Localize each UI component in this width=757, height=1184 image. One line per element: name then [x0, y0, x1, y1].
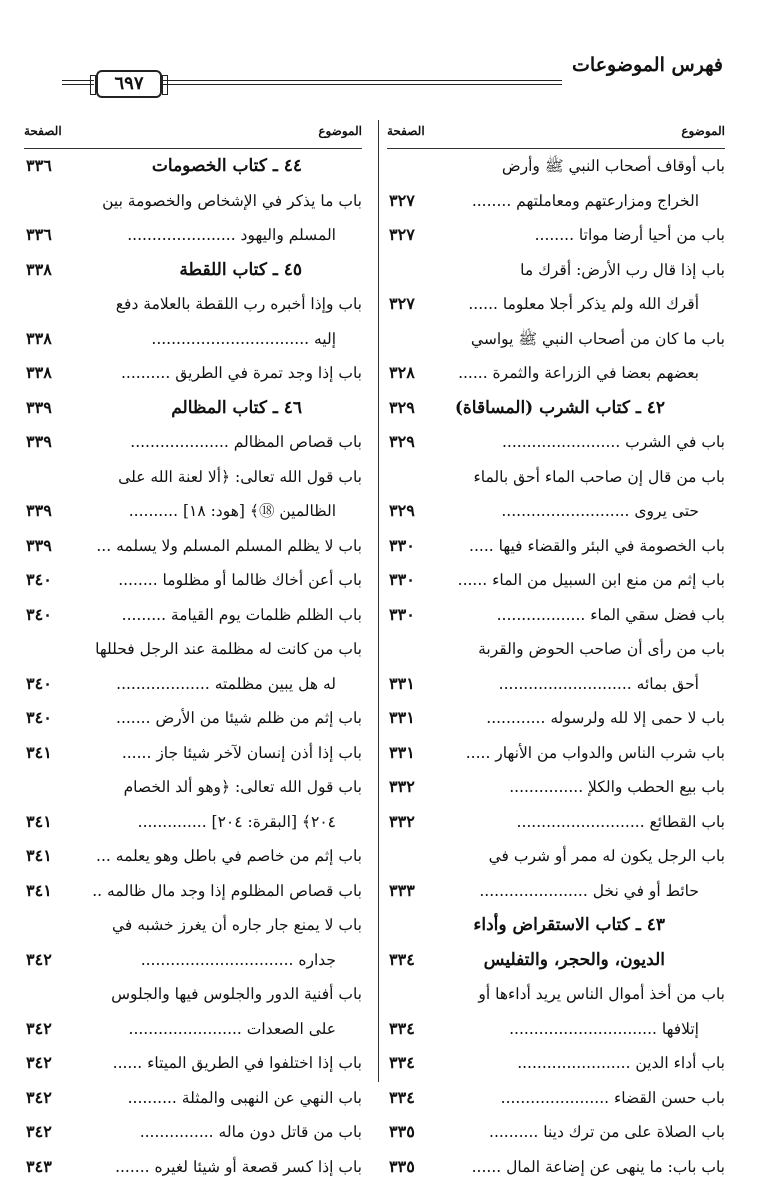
entry-title: الظالمين ⑱﴾ [هود: ١٨] ..........: [129, 494, 336, 529]
entry-page: ٣٤٢: [26, 1012, 52, 1047]
entry-page: ٣٣٥: [389, 1115, 415, 1150]
toc-entry: [24, 632, 362, 667]
page-label: الصفحة: [387, 124, 425, 138]
entry-page: ٣٤٠: [26, 667, 52, 702]
toc-entry: [24, 529, 362, 564]
entry-title: باب لا يمنع جار جاره أن يغرز خشبه في: [112, 908, 362, 943]
entry-title: باب إثم من خاصم في باطل وهو يعلمه ...: [96, 839, 362, 874]
chapter-heading: [24, 391, 362, 426]
entry-title: باب لا يظلم المسلم المسلم ولا يسلمه ...: [96, 529, 362, 564]
topic-label: الموضوع: [318, 124, 362, 138]
entry-title: باب إذا قال رب الأرض: أقرك ما: [520, 253, 725, 288]
toc-rows: [24, 149, 362, 1184]
entry-title: له هل يبين مظلمته ...................: [116, 667, 336, 702]
entry-page: ٣٣٤: [389, 1081, 415, 1116]
toc-entry: [24, 460, 362, 495]
page-label: الصفحة: [24, 124, 62, 138]
toc-entry: [387, 1150, 725, 1184]
entry-title: ٤٦ ـ كتاب المظالم: [171, 391, 302, 426]
entry-page: ٣٣٦: [26, 149, 52, 184]
toc-entry: [24, 701, 362, 736]
toc-entry: [387, 218, 725, 253]
column-divider: [378, 120, 379, 1082]
toc-entry: [24, 356, 362, 391]
entry-page: ٣٤٢: [26, 1046, 52, 1081]
toc-entry: [387, 805, 725, 840]
toc-rows: [387, 149, 725, 1184]
toc-column-left: [24, 118, 362, 1184]
toc-entry: [24, 908, 362, 943]
entry-page: ٣٣٩: [26, 391, 52, 426]
entry-page: ٣٢٧: [389, 184, 415, 219]
entry-title: باب النهي عن النهبى والمثلة ..........: [128, 1081, 362, 1116]
toc-entry: [24, 736, 362, 771]
entry-page: ٣٣١: [389, 736, 415, 771]
entry-page: ٣٣٤: [389, 1046, 415, 1081]
entry-title: ٤٣ ـ كتاب الاستقراض وأداء: [473, 908, 665, 943]
toc-entry: [387, 667, 725, 702]
entry-title: باب إذا وجد تمرة في الطريق ..........: [121, 356, 362, 391]
entry-page: ٣٤١: [26, 805, 52, 840]
entry-page: ٣٣٠: [389, 598, 415, 633]
toc-entry: [24, 1046, 362, 1081]
entry-title: باب أوقاف أصحاب النبي ﷺ وأرض: [502, 149, 725, 184]
toc-entry: [24, 598, 362, 633]
column-header: [387, 118, 725, 149]
entry-title: باب من رأى أن صاحب الحوض والقربة: [478, 632, 725, 667]
toc-entry: [24, 943, 362, 978]
entry-page: ٣٤٢: [26, 1081, 52, 1116]
chapter-heading: [387, 943, 725, 978]
toc-entry: [24, 874, 362, 909]
entry-page: ٣٢٧: [389, 287, 415, 322]
entry-page: ٣٣٠: [389, 529, 415, 564]
toc-entry: [387, 770, 725, 805]
entry-page: ٣٢٩: [389, 494, 415, 529]
entry-page: ٣٤٠: [26, 563, 52, 598]
toc-entry: [24, 184, 362, 219]
entry-page: ٣٣٨: [26, 356, 52, 391]
entry-page: ٣٢٩: [389, 425, 415, 460]
entry-title: باب لا حمى إلا لله ولرسوله ............: [486, 701, 725, 736]
entry-title: باب في الشرب ........................: [502, 425, 725, 460]
toc-entry: [387, 356, 725, 391]
toc-entry: [24, 425, 362, 460]
entry-page: ٣٣٦: [26, 218, 52, 253]
entry-title: باب من قاتل دون ماله ...............: [140, 1115, 362, 1150]
toc-entry: [387, 598, 725, 633]
column-header: [24, 118, 362, 149]
entry-title: باب الخصومة في البئر والقضاء فيها .....: [469, 529, 725, 564]
entry-title: باب من أحيا أرضا مواتا ........: [535, 218, 725, 253]
entry-page: ٣٤٢: [26, 943, 52, 978]
entry-page: ٣٣١: [389, 701, 415, 736]
toc-entry: [387, 977, 725, 1012]
entry-title: باب ما يذكر في الإشخاص والخصومة بين: [102, 184, 362, 219]
toc-entry: [24, 494, 362, 529]
toc-entry: [24, 805, 362, 840]
entry-title: باب الصلاة على من ترك دينا ..........: [489, 1115, 725, 1150]
toc-entry: [387, 1046, 725, 1081]
entry-title: ٤٥ ـ كتاب اللقطة: [179, 253, 302, 288]
entry-page: ٣٣٩: [26, 529, 52, 564]
toc-column-right: [387, 118, 725, 1184]
entry-title: الخراج ومزارعتهم ومعاملتهم ........: [472, 184, 699, 219]
entry-title: ٤٤ ـ كتاب الخصومات: [152, 149, 302, 184]
toc-entry: [24, 218, 362, 253]
toc-entry: [387, 494, 725, 529]
entry-title: باب أداء الدين .......................: [517, 1046, 725, 1081]
entry-page: ٣٣١: [389, 667, 415, 702]
entry-title: أحق بمائه ...........................: [499, 667, 699, 702]
entry-page: ٣٣٤: [389, 1012, 415, 1047]
entry-page: ٣٤٠: [26, 598, 52, 633]
toc-entry: [387, 425, 725, 460]
entry-page: ٣٤٢: [26, 1115, 52, 1150]
toc-entry: [24, 839, 362, 874]
entry-title: على الصعدات .......................: [129, 1012, 336, 1047]
entry-title: باب الرجل يكون له ممر أو شرب في: [489, 839, 725, 874]
toc-entry: [24, 563, 362, 598]
entry-page: ٣٣٥: [389, 1150, 415, 1184]
entry-title: باب أفنية الدور والجلوس فيها والجلوس: [111, 977, 362, 1012]
entry-title: باب وإذا أخبره رب اللقطة بالعلامة دفع: [116, 287, 362, 322]
toc-entry: [387, 563, 725, 598]
entry-title: باب إذا اختلفوا في الطريق الميتاء ......: [113, 1046, 362, 1081]
entry-title: باب القطائع ..........................: [517, 805, 725, 840]
entry-title: ٤٢ ـ كتاب الشرب (المساقاة): [455, 391, 665, 426]
entry-title: باب إثم من ظلم شيئا من الأرض .......: [116, 701, 362, 736]
entry-page: ٣٣٢: [389, 770, 415, 805]
page-header: [0, 0, 757, 118]
toc-entry: [387, 529, 725, 564]
entry-title: باب قصاص المظلوم إذا وجد مال ظالمه ..: [92, 874, 362, 909]
toc-entry: [24, 1012, 362, 1047]
entry-page: ٣٣٨: [26, 253, 52, 288]
entry-title: باب قول الله تعالى: ﴿وهو ألد الخصام: [124, 770, 362, 805]
toc-entry: [387, 253, 725, 288]
entry-title: المسلم واليهود ......................: [127, 218, 336, 253]
entry-title: إتلافها ..............................: [509, 1012, 699, 1047]
chapter-heading: [387, 391, 725, 426]
entry-title: باب شرب الناس والدواب من الأنهار .....: [466, 736, 725, 771]
toc-entry: [387, 874, 725, 909]
entry-page: ٣٣٤: [389, 943, 415, 978]
entry-title: باب من قال إن صاحب الماء أحق بالماء: [473, 460, 725, 495]
entry-title: باب الظلم ظلمات يوم القيامة .........: [122, 598, 362, 633]
toc-entry: [387, 184, 725, 219]
entry-title: حائط أو في نخل ......................: [479, 874, 699, 909]
entry-page: ٣٤٣: [26, 1150, 52, 1184]
entry-title: باب فضل سقي الماء ..................: [497, 598, 725, 633]
entry-page: ٣٣٣: [389, 874, 415, 909]
entry-page: ٣٤٠: [26, 701, 52, 736]
toc-entry: [387, 632, 725, 667]
toc-entry: [24, 1115, 362, 1150]
toc-entry: [387, 839, 725, 874]
entry-title: باب إثم من منع ابن السبيل من الماء ......: [458, 563, 725, 598]
entry-page: ٣٢٩: [389, 391, 415, 426]
entry-page: ٣٣٢: [389, 805, 415, 840]
chapter-heading: [387, 908, 725, 943]
toc-entry: [387, 149, 725, 184]
entry-title: أقرك الله ولم يذكر أجلا معلوما ......: [468, 287, 699, 322]
page-title: فهرس الموضوعات: [572, 54, 723, 76]
toc-entry: [387, 460, 725, 495]
entry-page: ٣٤١: [26, 736, 52, 771]
page-number: ٦٩٧: [96, 70, 162, 98]
entry-title: باب بيع الحطب والكلإ ...............: [509, 770, 725, 805]
entry-title: حتى يروى ..........................: [501, 494, 699, 529]
entry-page: ٣٣٠: [389, 563, 415, 598]
chapter-heading: [24, 253, 362, 288]
toc-entry: [387, 322, 725, 357]
entry-title: الديون، والحجر، والتفليس: [484, 943, 665, 978]
entry-title: باب أعن أخاك ظالما أو مظلوما ........: [118, 563, 362, 598]
entry-title: باب إذا أذن إنسان لآخر شيئا جاز ......: [122, 736, 362, 771]
entry-title: باب من أخذ أموال الناس يريد أداءها أو: [478, 977, 725, 1012]
toc-entry: [24, 667, 362, 702]
toc-entry: [24, 287, 362, 322]
toc-entry: [24, 977, 362, 1012]
toc-entry: [387, 1115, 725, 1150]
entry-title: باب حسن القضاء ......................: [501, 1081, 725, 1116]
entry-page: ٣٤١: [26, 874, 52, 909]
chapter-heading: [24, 149, 362, 184]
toc-entry: [387, 287, 725, 322]
toc-entry: [24, 1150, 362, 1184]
header-rule: [160, 80, 562, 85]
topic-label: الموضوع: [681, 124, 725, 138]
entry-title: باب قول الله تعالى: ﴿ألا لعنة الله على: [118, 460, 362, 495]
entry-title: بعضهم بعضا في الزراعة والثمرة ......: [458, 356, 699, 391]
toc-entry: [387, 701, 725, 736]
entry-page: ٣٣٩: [26, 425, 52, 460]
entry-title: باب إذا كسر قصعة أو شيئا لغيره .......: [115, 1150, 362, 1184]
entry-title: باب باب: ما ينهى عن إضاعة المال ......: [472, 1150, 725, 1184]
entry-page: ٣٣٩: [26, 494, 52, 529]
entry-title: باب قصاص المظالم ....................: [130, 425, 362, 460]
entry-title: باب ما كان من أصحاب النبي ﷺ يواسي: [471, 322, 725, 357]
toc-entry: [387, 736, 725, 771]
toc-entry: [387, 1012, 725, 1047]
entry-title: باب من كانت له مظلمة عند الرجل فحللها: [95, 632, 362, 667]
entry-title: جداره ...............................: [141, 943, 336, 978]
entry-page: ٣٣٨: [26, 322, 52, 357]
entry-page: ٣٤١: [26, 839, 52, 874]
toc-entry: [24, 770, 362, 805]
entry-page: ٣٢٨: [389, 356, 415, 391]
entry-title: إليه ................................: [151, 322, 336, 357]
toc-entry: [24, 322, 362, 357]
entry-title: ٢٠٤﴾ [البقرة: ٢٠٤] ..............: [138, 805, 336, 840]
entry-page: ٣٢٧: [389, 218, 415, 253]
